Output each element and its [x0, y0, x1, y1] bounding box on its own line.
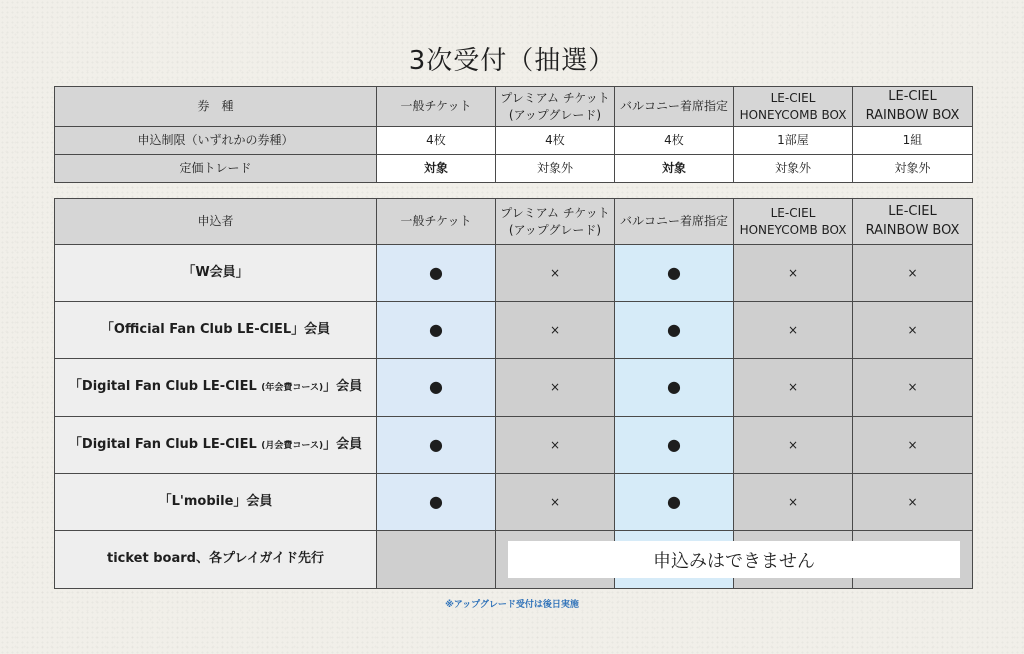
ineligible-mark: × — [734, 474, 853, 531]
trade-row — [55, 155, 973, 183]
table-row — [55, 302, 973, 359]
col-rainbow-box: LE-CIEL RAINBOW BOX — [853, 87, 973, 127]
eligible-mark: ● — [377, 474, 496, 531]
footnote: ※アップグレード受付は後日実施 — [445, 600, 579, 610]
trade-value: 対象外 — [496, 155, 615, 183]
col-rainbow-box: LE-CIEL RAINBOW BOX — [853, 199, 973, 245]
unavailable-notice: 申込みはできません — [508, 541, 960, 578]
ineligible-mark: × — [853, 302, 973, 359]
table-row — [55, 474, 973, 531]
trade-value: 対象 — [615, 155, 734, 183]
col-general-ticket: 一般チケット — [377, 199, 496, 245]
trade-value: 対象 — [377, 155, 496, 183]
col-honeycomb-box: LE-CIEL HONEYCOMB BOX — [734, 199, 853, 245]
limit-value: 4枚 — [615, 127, 734, 155]
trade-label: 定価トレード — [55, 155, 377, 183]
limit-value: 4枚 — [496, 127, 615, 155]
applicant-name: 「L'mobile」会員 — [55, 474, 377, 531]
col-premium-ticket: プレミアム チケット (アップグレード) — [496, 87, 615, 127]
ticket-types-header-row — [55, 87, 973, 127]
empty-cell — [377, 531, 496, 589]
col-balcony-seat: バルコニー着席指定 — [615, 199, 734, 245]
ineligible-mark: × — [734, 245, 853, 302]
ineligible-mark: × — [853, 417, 973, 474]
table-row — [55, 359, 973, 417]
applicant-name: 「W会員」 — [55, 245, 377, 302]
ineligible-mark: × — [734, 417, 853, 474]
eligible-mark: ● — [615, 359, 734, 417]
col-general-ticket: 一般チケット — [377, 87, 496, 127]
eligible-mark: ● — [377, 417, 496, 474]
col-honeycomb-box: LE-CIEL HONEYCOMB BOX — [734, 87, 853, 127]
eligible-mark: ● — [615, 302, 734, 359]
limit-value: 4枚 — [377, 127, 496, 155]
limit-value: 1組 — [853, 127, 973, 155]
limit-label: 申込制限（いずれかの券種） — [55, 127, 377, 155]
ineligible-mark: × — [853, 474, 973, 531]
ineligible-mark: × — [734, 302, 853, 359]
eligible-mark: ● — [615, 245, 734, 302]
eligible-mark: ● — [615, 417, 734, 474]
limit-row — [55, 127, 973, 155]
table-row — [55, 245, 973, 302]
ineligible-mark: × — [853, 245, 973, 302]
ineligible-mark: × — [496, 474, 615, 531]
page-title: 3次受付（抽選） — [408, 46, 616, 76]
col-balcony-seat: バルコニー着席指定 — [615, 87, 734, 127]
trade-value: 対象外 — [734, 155, 853, 183]
applicant-name: 「Digital Fan Club LE-CIEL (年会費コース)」会員 — [55, 359, 377, 417]
ineligible-mark: × — [496, 359, 615, 417]
eligible-mark: ● — [377, 359, 496, 417]
eligible-mark: ● — [377, 245, 496, 302]
trade-value: 対象外 — [853, 155, 973, 183]
applicant-name: ticket board、各プレイガイド先行 — [55, 531, 377, 589]
ineligible-mark: × — [734, 359, 853, 417]
eligible-mark: ● — [615, 474, 734, 531]
ticket-types-table — [54, 86, 973, 183]
col-premium-ticket: プレミアム チケット (アップグレード) — [496, 199, 615, 245]
applicant-name: 「Official Fan Club LE-CIEL」会員 — [55, 302, 377, 359]
ineligible-mark: × — [496, 302, 615, 359]
applicants-table — [54, 198, 973, 589]
applicant-name: 「Digital Fan Club LE-CIEL (月会費コース)」会員 — [55, 417, 377, 474]
eligible-mark: ● — [377, 302, 496, 359]
ticket-type-header: 券 種 — [55, 87, 377, 127]
table-row — [55, 417, 973, 474]
ineligible-mark: × — [496, 417, 615, 474]
limit-value: 1部屋 — [734, 127, 853, 155]
ineligible-mark: × — [496, 245, 615, 302]
applicants-header-row — [55, 199, 973, 245]
ineligible-mark: × — [853, 359, 973, 417]
applicant-header: 申込者 — [55, 199, 377, 245]
